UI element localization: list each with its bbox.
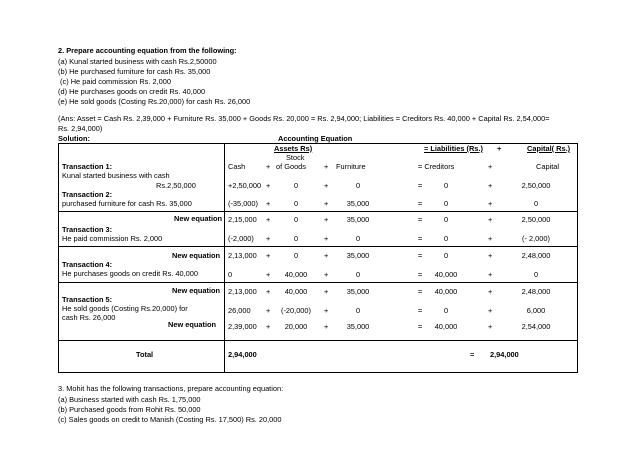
col-plus: +	[324, 162, 329, 171]
equals-sign: =	[418, 199, 423, 208]
equals-sign: =	[418, 181, 423, 190]
cash-value: 26,000	[228, 306, 251, 315]
col-cash: Cash	[228, 162, 246, 171]
row-divider	[58, 211, 578, 212]
row-divider	[58, 282, 578, 283]
plus-sign: +	[266, 251, 271, 260]
cash-value: (-2,000)	[228, 234, 254, 243]
plus-sign: +	[488, 270, 493, 279]
creditors-value: 0	[443, 215, 449, 224]
table-title: Accounting Equation	[278, 134, 353, 143]
furniture-value: 35,000	[346, 199, 370, 208]
cash-value: 2,13,000	[228, 251, 257, 260]
capital-value: 0	[533, 199, 539, 208]
plus-sign: +	[266, 234, 271, 243]
q2-item-a: (a) Kunal started business with cash Rs.2,50000	[58, 57, 217, 66]
q2-heading: 2. Prepare accounting equation from the following:	[58, 46, 237, 55]
capital-value: 2,48,000	[521, 287, 551, 296]
total-liabilities: 2,94,000	[490, 350, 519, 359]
plus-sign: +	[324, 199, 329, 208]
plus-sign: +	[266, 322, 271, 331]
col-plus: +	[488, 162, 493, 171]
furniture-value: 35,000	[346, 287, 370, 296]
total-equals: =	[470, 350, 475, 359]
cash-value: 2,39,000	[228, 322, 257, 331]
capital-value: 2,54,000	[521, 322, 551, 331]
cash-value: 2,13,000	[228, 287, 257, 296]
transaction-3-label: Transaction 3:	[62, 225, 113, 234]
capital-value: 2,48,000	[521, 251, 551, 260]
transaction-5-label: Transaction 5:	[62, 295, 113, 304]
equals-sign: =	[418, 215, 423, 224]
q3-item-c: (c) Sales goods on credit to Manish (Costing Rs. 17,500) Rs. 20,000	[58, 415, 282, 424]
col-stock-top: Stock	[286, 153, 305, 162]
furniture-value: 35,000	[346, 322, 370, 331]
creditors-value: 0	[443, 199, 449, 208]
plus-sign: +	[266, 199, 271, 208]
furniture-value: 0	[355, 306, 361, 315]
goods-value: 0	[293, 251, 299, 260]
plus-sign: +	[324, 322, 329, 331]
q2-item-d: (d) He purchases goods on credit Rs. 40,000	[58, 87, 206, 96]
plus-sign: +	[324, 306, 329, 315]
transaction-5-desc: He sold goods (Costing Rs.20,000) for	[62, 304, 188, 313]
plus-sign: +	[266, 270, 271, 279]
table-left-border	[58, 143, 59, 373]
plus-sign: +	[324, 215, 329, 224]
new-equation-label: New equation	[174, 214, 223, 223]
cash-value: 0	[228, 270, 233, 279]
transaction-2-desc: purchased furniture for cash Rs. 35,000	[62, 199, 192, 208]
equals-sign: =	[418, 287, 423, 296]
col-creditors: = Creditors	[418, 162, 455, 171]
capital-value: 0	[533, 270, 539, 279]
q2-item-b: (b) He purchased furniture for cash Rs. 35,000	[58, 67, 211, 76]
new-equation-label: New equation	[172, 251, 221, 260]
column-divider	[224, 143, 225, 373]
assets-header: Assets Rs)	[274, 144, 313, 153]
plus-sign: +	[324, 270, 329, 279]
plus-header: +	[497, 144, 502, 153]
creditors-value: 0	[443, 181, 449, 190]
furniture-value: 35,000	[346, 251, 370, 260]
cash-value: +2,50,000	[228, 181, 262, 190]
transaction-1-desc: Kunal started business with cash	[62, 171, 170, 180]
q2-item-c: (c) He paid commission Rs. 2,000	[58, 77, 171, 86]
plus-sign: +	[266, 181, 271, 190]
transaction-1-label: Transaction 1:	[62, 162, 113, 171]
transaction-4-desc: He purchases goods on credit Rs. 40,000	[62, 269, 198, 278]
total-label: Total	[136, 350, 154, 359]
equals-sign: =	[418, 270, 423, 279]
furniture-value: 0	[355, 234, 361, 243]
liabilities-header: = Liabilities (Rs.)	[424, 144, 483, 153]
plus-sign: +	[488, 181, 493, 190]
creditors-value: 40,000	[434, 322, 458, 331]
goods-value: (-20,000)	[281, 306, 311, 315]
goods-value: 0	[293, 234, 299, 243]
plus-sign: +	[324, 181, 329, 190]
table-right-border	[577, 143, 578, 373]
row-divider	[58, 340, 578, 341]
answer-line-2: Rs. 2,94,000)	[58, 124, 103, 133]
q2-item-e: (e) He sold goods (Costing Rs.20,000) for cash Rs. 26,000	[58, 97, 251, 106]
goods-value: 40,000	[284, 287, 308, 296]
capital-value: 2,50,000	[521, 215, 551, 224]
solution-label: Solution:	[58, 134, 91, 143]
q3-item-a: (a) Business started with cash Rs. 1,75,000	[58, 395, 201, 404]
transaction-3-desc: He paid commission Rs. 2,000	[62, 234, 163, 243]
plus-sign: +	[324, 251, 329, 260]
creditors-value: 0	[443, 234, 449, 243]
cash-value: (-35,000)	[228, 199, 258, 208]
capital-value: 2,50,000	[521, 181, 551, 190]
q3-heading: 3. Mohit has the following transactions, prepare accounting equation:	[58, 384, 284, 393]
equals-sign: =	[418, 322, 423, 331]
plus-sign: +	[266, 287, 271, 296]
transaction-4-label: Transaction 4:	[62, 260, 113, 269]
goods-value: 0	[293, 215, 299, 224]
equals-sign: =	[418, 306, 423, 315]
col-capital: Capital	[536, 162, 560, 171]
cash-value: 2,15,000	[228, 215, 257, 224]
creditors-value: 40,000	[434, 287, 458, 296]
plus-sign: +	[324, 234, 329, 243]
plus-sign: +	[266, 215, 271, 224]
furniture-value: 35,000	[346, 215, 370, 224]
col-plus: +	[266, 162, 271, 171]
new-equation-label: New equation	[172, 286, 221, 295]
creditors-value: 0	[443, 251, 449, 260]
plus-sign: +	[488, 234, 493, 243]
capital-header: Capital( Rs.)	[527, 144, 571, 153]
table-bottom-border	[58, 372, 578, 373]
total-assets: 2,94,000	[228, 350, 257, 359]
furniture-value: 0	[355, 270, 361, 279]
capital-value: (- 2,000)	[522, 234, 550, 243]
row-divider	[58, 246, 578, 247]
new-equation-label: New equation	[168, 320, 217, 329]
creditors-value: 0	[443, 306, 449, 315]
col-stock-bottom: of Goods	[276, 162, 306, 171]
goods-value: 0	[293, 181, 299, 190]
plus-sign: +	[488, 251, 493, 260]
furniture-value: 0	[355, 181, 361, 190]
transaction-1-amount: Rs.2,50,000	[156, 181, 196, 190]
col-furniture: Furniture	[336, 162, 366, 171]
equals-sign: =	[418, 251, 423, 260]
capital-value: 6,000	[526, 306, 546, 315]
plus-sign: +	[266, 306, 271, 315]
plus-sign: +	[324, 287, 329, 296]
transaction-2-label: Transaction 2:	[62, 190, 113, 199]
plus-sign: +	[488, 215, 493, 224]
goods-value: 20,000	[284, 322, 308, 331]
plus-sign: +	[488, 322, 493, 331]
creditors-value: 40,000	[434, 270, 458, 279]
q3-item-b: (b) Purchased goods from Rohit Rs. 50,000	[58, 405, 201, 414]
plus-sign: +	[488, 287, 493, 296]
goods-value: 0	[293, 199, 299, 208]
answer-line-1: (Ans: Asset = Cash Rs. 2,39,000 + Furniture Rs. 35,000 + Goods Rs. 20,000 = Rs. 2,94,000; Liabilities = Creditors Rs. 40,000 + Capital Rs. 2,54,000=	[58, 114, 550, 123]
goods-value: 40,000	[284, 270, 308, 279]
plus-sign: +	[488, 199, 493, 208]
equals-sign: =	[418, 234, 423, 243]
transaction-5-desc-cont: cash Rs. 26,000	[62, 313, 116, 322]
plus-sign: +	[488, 306, 493, 315]
